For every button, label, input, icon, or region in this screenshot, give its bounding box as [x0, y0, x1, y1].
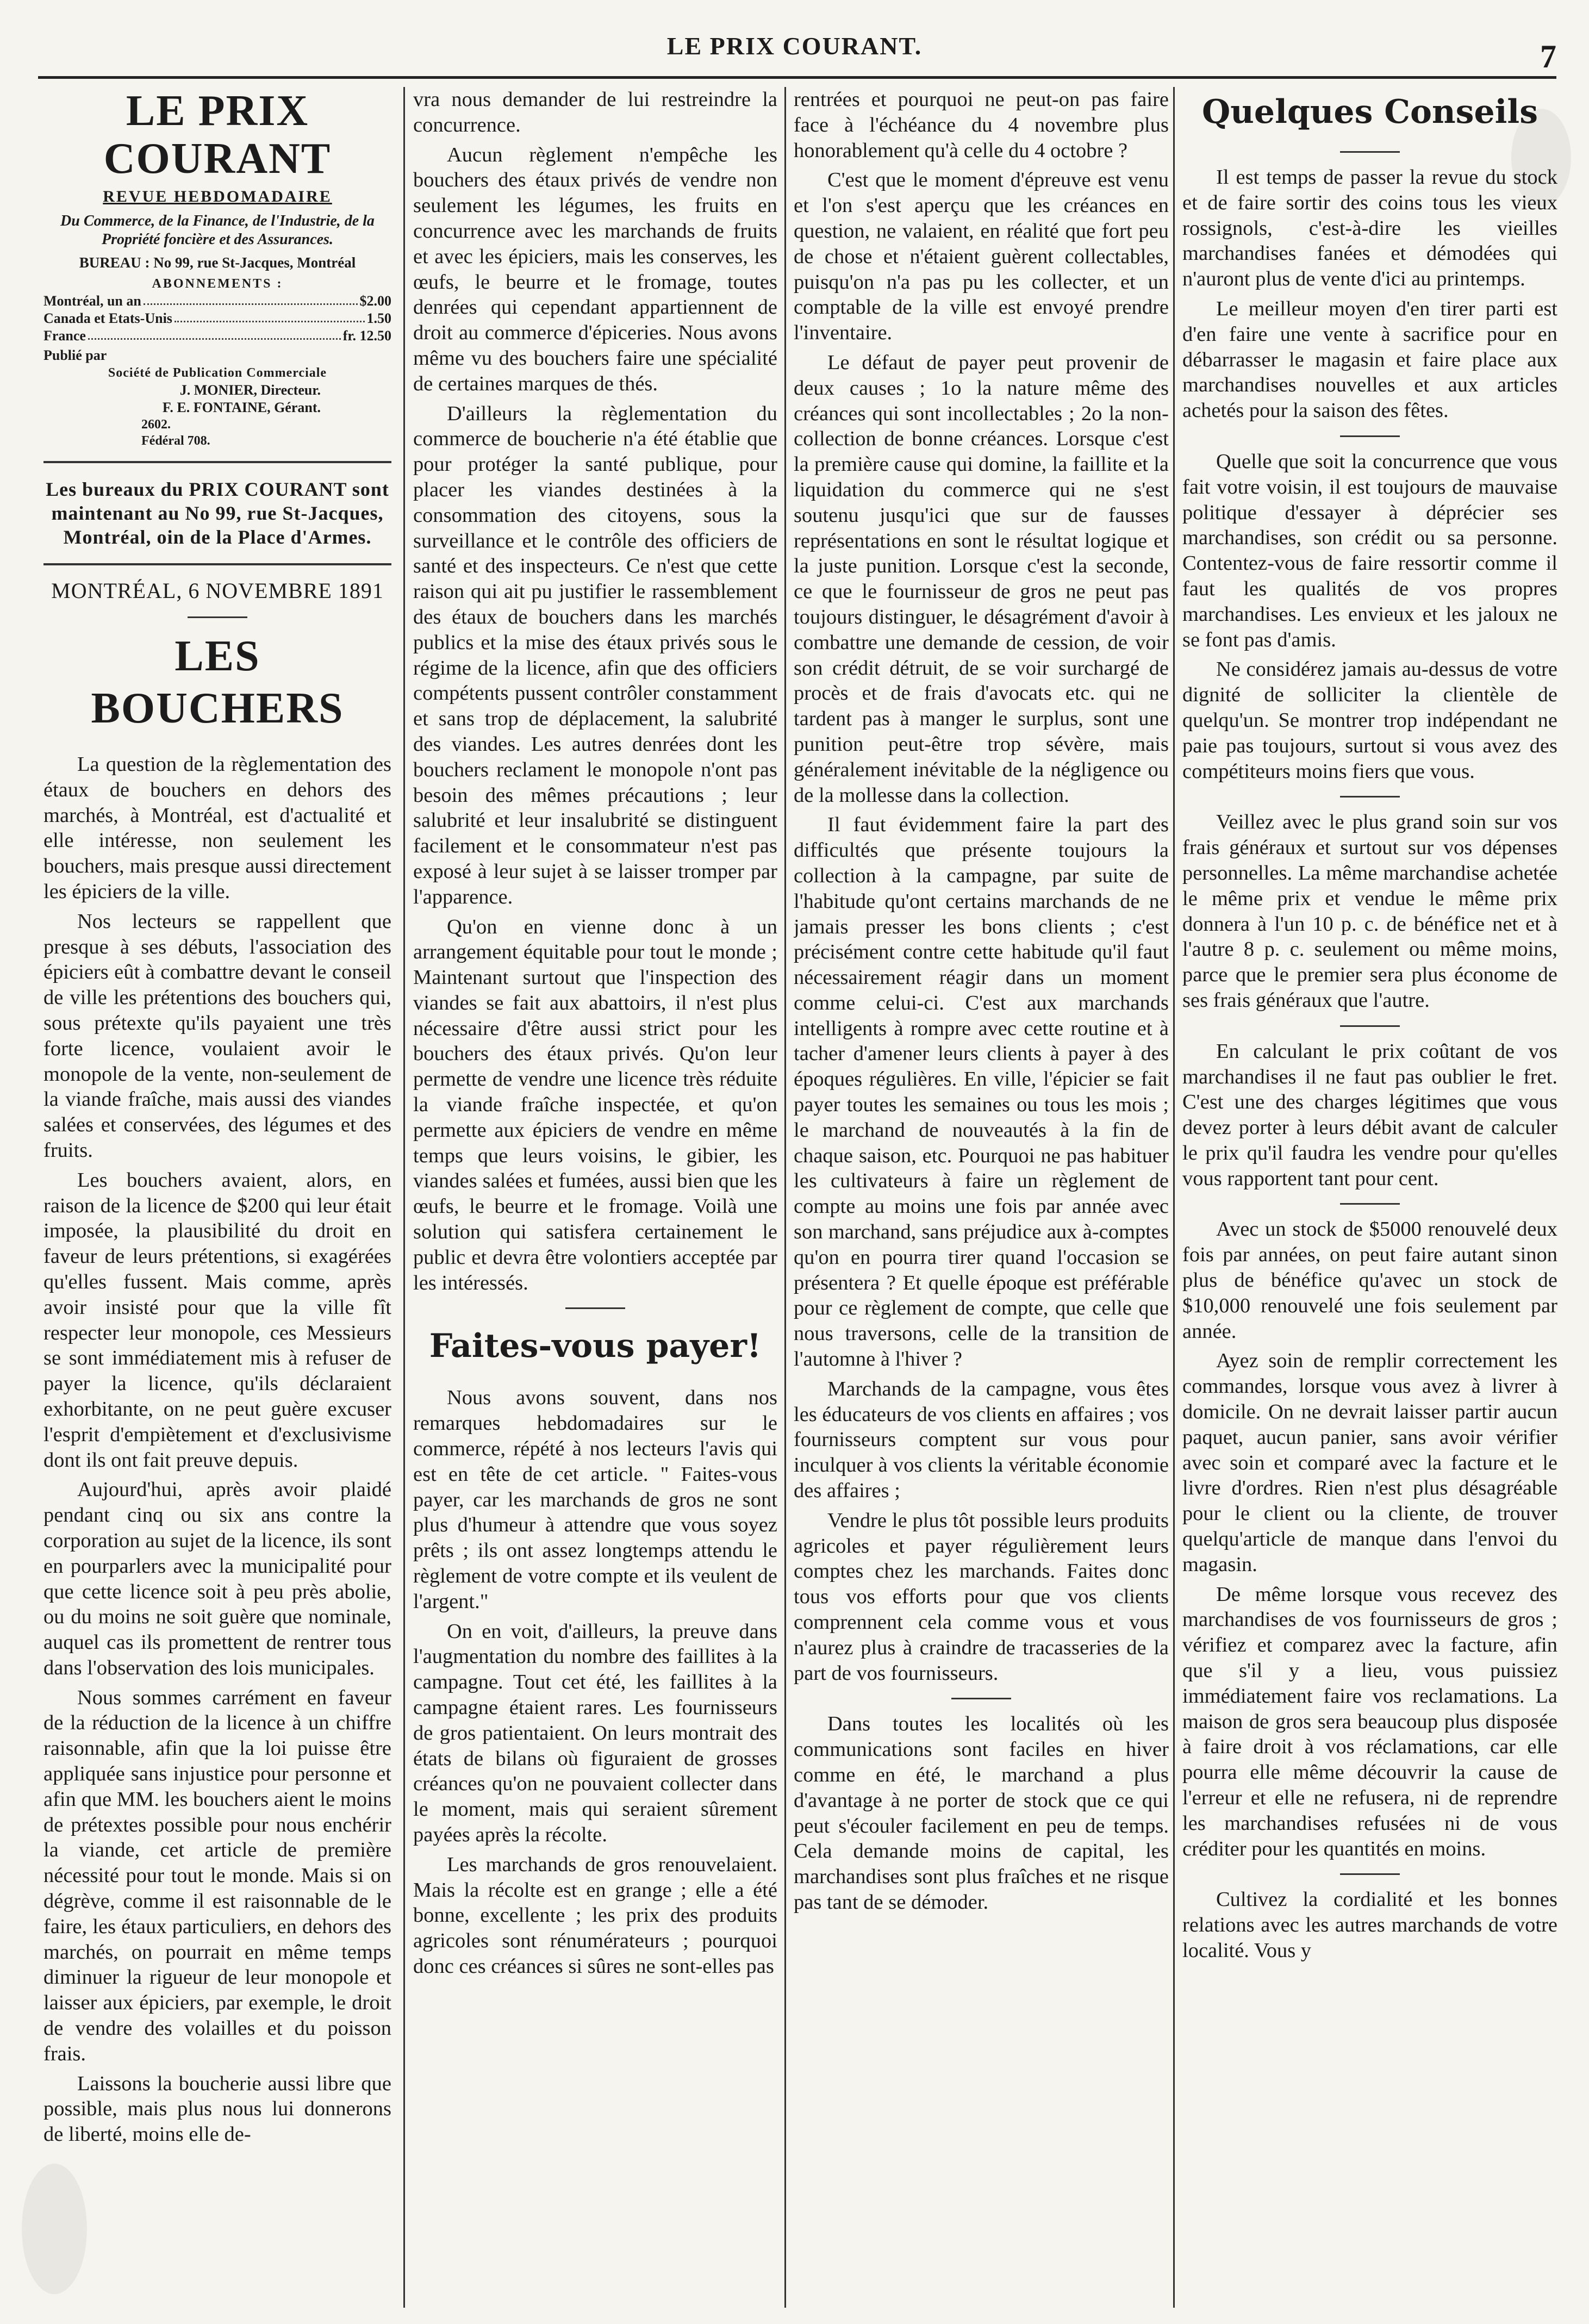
paragraph: Les bouchers avaient, alors, en raison de la licence de $200 qui leur était imposée, la plausibilité du droit en faveur de leurs prétentions, si exagérées qu'elles fussent. Mais comme, après avoir insisté pour que la ville fît respecter leur monopole, ces Messieurs se sont immédiatement mis à refuser de payer la licence, qu'ils déclaraient exhorbitante, on ne peut guère excuser l'esprit d'empiètement et d'exclusivisme dont ils ont fait preuve depuis. — [43, 1168, 391, 1472]
paragraph: C'est que le moment d'épreuve est venu et l'on s'est aperçu que les créances en question, ne valaient, en réalité que fort peu de chose et n'étaient guèrent collectables, puisqu'on n'a pas pu les collecter, et un comptable de la ville est envoyé prendre l'inventaire. — [794, 169, 1169, 345]
paragraph: Dans toutes les localités où les communications sont faciles en hiver comme en été, le marchand a plus d'avantage à ne porter de stock que ce qui peut s'écouler facilement en peu de temps. Cela demande moins de capital, les marchandises sont plus fraîches et ne risque pas tant de se démoder. — [794, 1712, 1169, 1914]
paragraph: Cultivez la cordialité et les bonnes relations avec les autres marchands de votre localité. Vous y — [1182, 1888, 1557, 1962]
paragraph: Le meilleur moyen d'en tirer parti est d'en faire une vente à sacrifice pour en débarrasser le magasin et faire place aux marchandises nouvelles et aux articles achetés pour la saison des fêtes. — [1182, 297, 1557, 422]
paragraph: Vendre le plus tôt possible leurs produits agricoles et payer régulièrement leurs comptes chez les marchands. Faites donc tous vos efforts pour que vos clients comprennent cela comme vous et vous n'aurez plus à craindre de tracasseries de la part de vos fournisseurs. — [794, 1509, 1169, 1685]
subscriptions-label: ABONNEMENTS : — [152, 277, 283, 291]
paragraph: Nous sommes carrément en faveur de la réduction de la licence à un chiffre raisonnable, afin que la loi puisse être appliquée sans injustice pour personne et afin que MM. les bouchers aient le moins de prétextes possible pour nous enchérir la viande, cet article de première nécessité pour tout le monde. Mais si on dégrève, comme il est raisonnable de le faire, les étaux particuliers, en dehors des marchés, on pourrait en même temps diminuer la rigueur de leur monopole et laisser aux épiciers, par exemple, le droit de vendre des volailles et du poisson frais. — [43, 1686, 391, 2065]
rate-place: Montréal, un an — [43, 293, 141, 309]
paragraph: On en voit, d'ailleurs, la preuve dans l'augmentation du nombre des faillites à la campagne. Tout cet été, les faillites à la campagne étaient rares. Les fournisseurs de gros patientaient. On leurs montrait des états de bilans où figuraient de grosses créances qu'on ne pouvaient collecter dans le moment, mais qui seraient sûrement payées après la récolte. — [413, 1619, 777, 1846]
paragraph: Quelle que soit la concurrence que vous fait votre voisin, il est toujours de mauvaise politique d'essayer à déprécier ses marchandises, son crédit ou sa personne. Contentez-vous de faire ressortir comme il faut les qualités de vos propres marchandises. Les envieux et les jaloux ne se font pas d'amis. — [1182, 450, 1557, 651]
paragraph: Qu'on en vienne donc à un arrangement équitable pour tout le monde ; Maintenant surtout que l'inspection des viandes se fait aux abattoirs, il n'est plus nécessaire d'être aussi strict pour les bouchers des étaux privés. Qu'on leur permette de vendre une licence très réduite la viande fraîche inspectée, et qu'on permette aux épiciers de vendre en même temps que leurs voisins, le gibier, les viandes salées et fumées, aussi bien que les œufs, le beurre et le fromage. Voilà une solution qui satisfera certainement le public et devra être volontiers acceptée par les intéressés. — [413, 915, 777, 1294]
article-title-quelques-conseils: Quelques Conseils — [1202, 93, 1538, 131]
paragraph: vra nous demander de lui restreindre la concurrence. — [413, 88, 777, 136]
divider — [1340, 1873, 1400, 1875]
paragraph: Ne considérez jamais au-dessus de votre dignité de solliciter la clientèle de quelqu'un. Se montrer trop indépendant ne paie pas toujours, surtout si vous avez des compétiteurs moins fiers que vous. — [1182, 658, 1557, 783]
published-by: Publié par — [43, 347, 107, 363]
column-2 — [413, 87, 777, 2308]
paragraph: La question de la règlementation des étaux de bouchers en dehors des marchés, à Montréal, est d'actualité et elle intéresse, non seulement les bouchers, mais presque aussi directement les épiciers de la ville. — [43, 753, 391, 903]
masthead-title: LE PRIX COURANT — [103, 87, 332, 183]
page-number: 7 — [1540, 39, 1556, 74]
paragraph: Il faut évidemment faire la part des difficultés que présente toujours la collection à la campagne, par suite de l'habitude qu'ont certains marchands de ne jamais presser les bons clients ; c'est précisément contre cette habitude qu'il faut nécessairement réagir dans un moment comme celui-ci. C'est aux marchands intelligents à rompre avec cette routine et à tacher d'amener leurs clients à payer à des époques régulières. En ville, l'épicier se fait payer toutes les semaines ou tous les mois ; le marchand de nouveautés à la fin de chaque saison, etc. Pourquoi ne pas habituer les cultivateurs à faire un règlement de compte au moins une fois par année avec son marchand, sans préjudice aux à-comptes qu'on en pourra tirer quand l'occasion se présentera ? Et quelle époque est préférable pour ce règlement de compte, que celle que nous traversons, celle de la transition de l'automne à l'hiver ? — [794, 813, 1169, 1371]
divider — [188, 616, 247, 618]
column-rule — [784, 87, 786, 2308]
manager: F. E. FONTAINE, Gérant. — [162, 400, 321, 415]
rate-row — [43, 327, 391, 345]
rate-price: 1.50 — [366, 310, 391, 326]
paragraph: rentrées et pourquoi ne peut-on pas faire face à l'échéance du 4 novembre plus honorablement qu'à celle du 4 octobre ? — [794, 88, 1169, 162]
director: J. MONIER, Directeur. — [179, 382, 321, 398]
paragraph: Nous avons souvent, dans nos remarques hebdomadaires sur le commerce, répété à nos lecteurs l'avis qui est en tête de cet article. " Faites-vous payer, car les marchands de gros ne sont plus d'humeur à attendre que vous soyez prêts ; ils ont assez longtemps attendu le règlement de votre compte et ils veulent de l'argent." — [413, 1386, 777, 1613]
column-rule — [1173, 87, 1175, 2308]
section-rule — [43, 461, 391, 463]
paragraph: Laissons la boucherie aussi libre que possible, mais plus nous lui donnerons de liberté, moins elle de- — [43, 2072, 391, 2146]
divider — [1340, 151, 1400, 153]
paragraph: Marchands de la campagne, vous êtes les éducateurs de vos clients en affaires ; vos fournisseurs comptent sur vous pour inculquer à vos clients la véritable économie des affaires ; — [794, 1377, 1169, 1503]
divider — [1340, 1203, 1400, 1205]
divider — [951, 1698, 1011, 1699]
paragraph: Les marchands de gros renouvelaient. Mais la récolte est en grange ; elle a été bonne, excellente ; les prix des produits agricoles sont rénumérateurs ; pourquoi donc ces créances si sûres ne sont-elles pas — [413, 1853, 777, 1978]
paragraph: En calculant le prix coûtant de vos marchandises il ne faut pas oublier le fret. C'est une des charges légitimes que vous devez porter à leurs débit avant de calculer le prix qu'il faudra les vendre pour qu'elles vous rapportent tant pour cent. — [1182, 1039, 1557, 1190]
office-notice: Les bureaux du PRIX COURANT sont maintenant au No 99, rue St-Jacques, Montréal, oin de la Place d'Armes. — [46, 478, 389, 548]
divider — [1340, 796, 1400, 797]
rate-price: fr. 12.50 — [342, 328, 391, 344]
column-4 — [1182, 87, 1557, 2308]
header-rule — [38, 76, 1556, 79]
phone-1: 2602. — [141, 418, 171, 432]
rate-row — [43, 292, 391, 310]
column-rule — [403, 87, 405, 2308]
paragraph: Aujourd'hui, après avoir plaidé pendant cinq ou six ans contre la corporation au sujet de la licence, ils sont en pourparlers avec la municipalité pour que cette licence soit à peu près abolie, ou du moins ne soit guère que nominale, auquel cas ils promettent de rentrer tous dans l'observation des lois municipales. — [43, 1478, 391, 1679]
article-title-faites-vous-payer: Faites-vous payer! — [429, 1327, 762, 1366]
dateline: MONTRÉAL, 6 NOVEMBRE 1891 — [51, 578, 384, 603]
leader-dots — [175, 310, 365, 322]
column-3 — [794, 87, 1169, 2308]
leader-dots — [88, 327, 341, 340]
paragraph: Ayez soin de remplir correctement les commandes, lorsque vous avez à livrer à domicile. On ne devrait laisser partir aucun paquet, aucun panier, sans avoir vérifier avec soin et comparé avec la facture et le livre d'ordres. Rien n'est plus désagréable pour le client ou la cliente, de trouver quelqu'article de manque dans l'envoi du magasin. — [1182, 1349, 1557, 1576]
paragraph: Aucun règlement n'empêche les bouchers des étaux privés de vendre non seulement les légumes, les fruits en concurrence avec les marchands de fruits et avec les épiciers, mais les conserves, les œufs, le beurre et le fromage, toutes denrées qui cependant appartiennent de droit au commerce d'épiceries. Nous avons même vu des bouchers faire une spécialité de certaines marques de thés. — [413, 143, 777, 395]
masthead-subtitle: REVUE HEBDOMADAIRE — [103, 188, 332, 205]
masthead-bureau: BUREAU : No 99, rue St-Jacques, Montréal — [79, 254, 356, 271]
rate-place: Canada et Etats-Unis — [43, 310, 172, 326]
paragraph: D'ailleurs la règlementation du commerce de boucherie n'a été établie que pour protéger la santé publique, pour placer les viandes destinées à la consommation des citoyens, sous la surveillance et le contrôle des officiers de santé et des inspecteurs. Ce n'est que cette raison qui ait pu justifier le rassemblement des étaux de bouchers dans les marchés publics et la mise des étaux privés sous le régime de la licence, afin que des officiers compétents pussent contrôler constamment et sans trop de déplacement, la salubrité des viandes. Les autres denrées dont les bouchers reclament le monopole n'ont pas besoin des mêmes précautions ; leur salubrité et leur insalubrité se distinguent facilement et le consommateur n'est pas exposé à leur sujet à se laisser tromper par l'apparence. — [413, 402, 777, 908]
paragraph: Nos lecteurs se rappellent que presque à ses débuts, l'association des épiciers eût à combattre devant le conseil de ville les prétentions des bouchers qui, sous prétexte qu'ils payaient une très forte licence, voulaient avoir le monopole de la vente, non-seulement de la viande fraîche, mais aussi des viandes salées et conservées, des légumes et des fruits. — [43, 909, 391, 1162]
divider — [1340, 1025, 1400, 1027]
leader-dots — [144, 292, 358, 305]
section-rule — [43, 563, 391, 565]
rate-row — [43, 310, 391, 327]
paragraph: De même lorsque vous recevez des marchandises de vos fournisseurs de gros ; vérifiez et comparez avec la facture, afin que s'il y a lieu, vous puissiez immédiatement faire vos reclamations. La maison de gros sera beaucoup plus disposée à faire droit à vos réclamations, car elle pourra elle même découvrir la cause de l'erreur et elle ne refusera, ni de reprendre les marchandises refusées ni de vous créditer pour les quantités en moins. — [1182, 1582, 1557, 1860]
phone-2: Fédéral 708. — [141, 434, 210, 448]
column-1 — [43, 87, 391, 2308]
publisher-society: Société de Publication Commerciale — [108, 366, 327, 380]
running-header: LE PRIX COURANT. — [666, 32, 923, 60]
masthead-description: Du Commerce, de la Finance, de l'Industrie, de la Propriété foncière et des Assurances. — [60, 213, 375, 248]
paragraph: Le défaut de payer peut provenir de deux causes ; 1o la nature même des créances qui sont incollectables ; 2o la non-collection de bonne créances. Lorsque c'est la première cause qui domine, la faillite et la liquidation du commerce qui ne s'est soutenu jusqu'ici que sur de fausses représentations en sont le résultat logique et la juste punition. Lorsque c'est la seconde, ce que le fournisseur de gros ne peut pas toujours distinguer, le désagrément d'avoir à combattre une demande de cession, de voir son crédit détruit, de se voir surchargé de procès et de frais d'avocats etc. qui ne tardent pas à manger le surplus, sont une punition peut-être trop sévère, mais généralement inévitable de la négligence ou de la mollesse dans la collection. — [794, 351, 1169, 807]
paragraph: Avec un stock de $5000 renouvelé deux fois par années, on peut faire autant sinon plus de bénéfice qu'avec un stock de $10,000 renouvelé une fois seulement par année. — [1182, 1218, 1557, 1343]
paragraph: Veillez avec le plus grand soin sur vos frais généraux et surtout sur vos dépenses personnelles. La même marchandise achetée le même prix et vendue le même prix donnera à l'un 10 p. c. de bénéfice net et à l'autre 8 p. c. seulement ou même moins, parce que le premier sera plus économe de ses frais généraux que l'autre. — [1182, 811, 1557, 1012]
rate-place: France — [43, 328, 86, 344]
divider — [565, 1307, 625, 1309]
paragraph: Il est temps de passer la revue du stock et de faire sortir des coins tous les vieux rossignols, c'est-à-dire les vieilles marchandises fanées et démodées qui n'auront plus de vente d'ici au printemps. — [1182, 166, 1557, 291]
article-title-bouchers: LES BOUCHERS — [91, 632, 344, 732]
rate-price: $2.00 — [359, 293, 391, 309]
divider — [1340, 435, 1400, 437]
